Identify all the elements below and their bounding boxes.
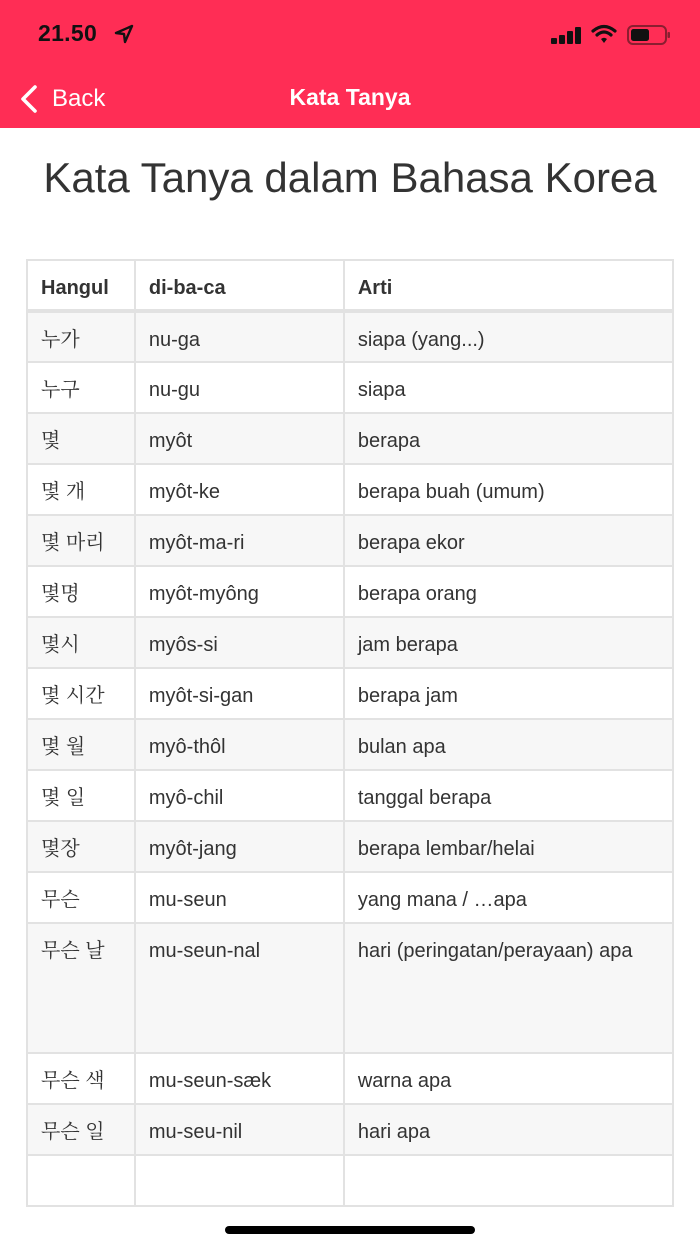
- back-label: Back: [52, 85, 106, 112]
- cell-meaning: siapa: [344, 362, 673, 413]
- scroll-content[interactable]: [0, 128, 700, 1143]
- table-row: [27, 617, 673, 668]
- cell-reading: myôt-jang: [135, 821, 344, 872]
- cell-meaning: jam berapa: [344, 617, 673, 668]
- wifi-icon: [591, 24, 617, 44]
- cell-hangul: 몇 월: [27, 719, 135, 770]
- table-row: [27, 1104, 673, 1155]
- cell-reading: mu-seun-nal: [135, 923, 344, 1053]
- cell-reading: mu-seu-nil: [135, 1104, 344, 1155]
- cell-hangul: [27, 1155, 135, 1206]
- cell-reading: mu-seun: [135, 872, 344, 923]
- cell-hangul: 누가: [27, 311, 135, 362]
- cell-reading: myôt-myông: [135, 566, 344, 617]
- cell-reading: myôs-si: [135, 617, 344, 668]
- status-bar: [0, 0, 700, 70]
- table-row-partial: [27, 1155, 673, 1206]
- cell-reading: nu-gu: [135, 362, 344, 413]
- cell-hangul: 몇시: [27, 617, 135, 668]
- cell-hangul: 몇명: [27, 566, 135, 617]
- cell-meaning: bulan apa: [344, 719, 673, 770]
- table-row: [27, 413, 673, 464]
- table-row: [27, 464, 673, 515]
- cell-meaning: hari apa: [344, 1104, 673, 1155]
- cell-reading: myô-chil: [135, 770, 344, 821]
- column-header-hangul: Hangul: [27, 260, 135, 311]
- cell-reading: myô-thôl: [135, 719, 344, 770]
- table-row: [27, 1053, 673, 1104]
- cell-hangul: 무슨 색: [27, 1053, 135, 1104]
- table-row: [27, 923, 673, 1053]
- cell-hangul: 몇: [27, 413, 135, 464]
- cell-hangul: 몇장: [27, 821, 135, 872]
- location-arrow-icon: [114, 24, 134, 44]
- battery-icon: [627, 25, 671, 45]
- table-row: [27, 566, 673, 617]
- cell-hangul: 무슨 일: [27, 1104, 135, 1155]
- table-row: [27, 311, 673, 362]
- navigation-bar: [0, 70, 700, 128]
- table-row: [27, 872, 673, 923]
- cell-reading: myôt-ma-ri: [135, 515, 344, 566]
- cell-hangul: 몇 시간: [27, 668, 135, 719]
- cell-hangul: 몇 개: [27, 464, 135, 515]
- page-title: Kata Tanya dalam Bahasa Korea: [43, 154, 657, 201]
- cellular-signal-icon: [551, 27, 583, 44]
- cell-meaning: berapa lembar/helai: [344, 821, 673, 872]
- table-row: [27, 770, 673, 821]
- cell-reading: myôt-si-gan: [135, 668, 344, 719]
- home-indicator[interactable]: [225, 1226, 475, 1234]
- cell-meaning: [344, 1155, 673, 1206]
- column-header-reading: di-ba-ca: [135, 260, 344, 311]
- cell-meaning: tanggal berapa: [344, 770, 673, 821]
- cell-reading: myôt: [135, 413, 344, 464]
- cell-meaning: berapa jam: [344, 668, 673, 719]
- cell-hangul: 몇 마리: [27, 515, 135, 566]
- cell-meaning: warna apa: [344, 1053, 673, 1104]
- status-time: 21.50: [38, 20, 98, 46]
- cell-meaning: berapa ekor: [344, 515, 673, 566]
- table-row: [27, 821, 673, 872]
- cell-hangul: 누구: [27, 362, 135, 413]
- cell-hangul: 무슨 날: [27, 923, 135, 1053]
- cell-hangul: 몇 일: [27, 770, 135, 821]
- cell-reading: [135, 1155, 344, 1206]
- cell-reading: myôt-ke: [135, 464, 344, 515]
- cell-meaning: hari (peringatan/perayaan) apa: [344, 923, 673, 1053]
- cell-reading: mu-seun-sæk: [135, 1053, 344, 1104]
- cell-reading: nu-ga: [135, 311, 344, 362]
- cell-meaning: berapa buah (umum): [344, 464, 673, 515]
- cell-meaning: berapa: [344, 413, 673, 464]
- cell-meaning: berapa orang: [344, 566, 673, 617]
- vocabulary-table: [26, 259, 674, 1207]
- table-header-row: [27, 260, 673, 311]
- table-row: [27, 515, 673, 566]
- table-row: [27, 362, 673, 413]
- column-header-meaning: Arti: [344, 260, 673, 311]
- cell-meaning: yang mana / …apa: [344, 872, 673, 923]
- cell-meaning: siapa (yang...): [344, 311, 673, 362]
- nav-title: Kata Tanya: [289, 84, 411, 110]
- cell-hangul: 무슨: [27, 872, 135, 923]
- table-row: [27, 719, 673, 770]
- table-row: [27, 668, 673, 719]
- header-bar: [0, 0, 700, 128]
